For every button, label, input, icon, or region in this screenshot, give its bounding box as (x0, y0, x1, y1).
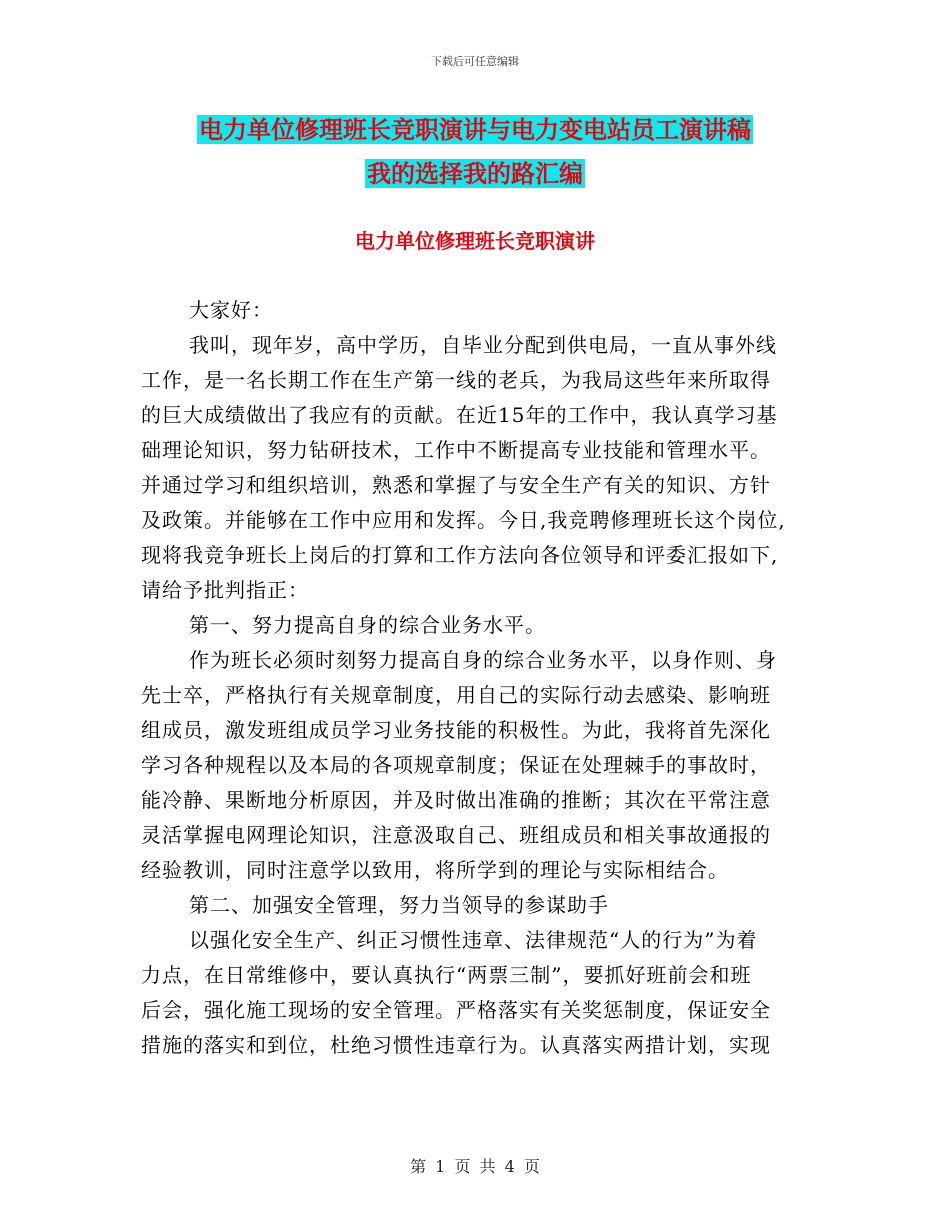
body-line: 学习各种规程以及本局的各项规章制度；保证在处理棘手的事故时， (141, 753, 771, 777)
body-line: 措施的落实和到位，杜绝习惯性违章行为。认真落实两措计划，实现 (141, 1033, 771, 1057)
body-line: 及政策。并能够在工作中应用和发挥。今日,我竞聘修理班长这个岗位, (141, 508, 786, 532)
document-title-line-1 (0, 112, 950, 148)
body-line: 现将我竞争班长上岗后的打算和工作方法向各位领导和评委汇报如下, (141, 543, 779, 567)
title-highlight-2: 我的选择我的路汇编 (367, 159, 583, 188)
body-line: 并通过学习和组织培训，熟悉和掌握了与安全生产有关的知识、方针 (141, 473, 771, 497)
body-line: 先士卒，严格执行有关规章制度，用自己的实际行动去感染、影响班 (141, 683, 771, 707)
body-line: 工作，是一名长期工作在生产第一线的老兵，为我局这些年来所取得 (141, 368, 771, 392)
body-line: 第二、加强安全管理，努力当领导的参谋助手 (189, 893, 609, 917)
header-note: 下载后可任意编辑 (431, 55, 519, 68)
section-title: 电力单位修理班长竞职演讲 (355, 229, 595, 253)
body-line: 力点，在日常维修中，要认真执行“两票三制”，要抓好班前会和班 (141, 963, 752, 987)
page-footer: 第 1 页 共 4 页 (410, 1157, 540, 1176)
document-title-line-2 (0, 156, 950, 192)
body-line: 以强化安全生产、纠正习惯性违章、法律规范“人的行为”为着 (189, 928, 758, 952)
body-line: 作为班长必须时刻努力提高自身的综合业务水平，以身作则、身 (189, 648, 777, 672)
body-line: 我叫，现年岁，高中学历，自毕业分配到供电局，一直从事外线 (189, 333, 777, 357)
body-line: 的巨大成绩做出了我应有的贡献。在近15年的工作中，我认真学习基 (141, 403, 778, 427)
body-line: 后会，强化施工现场的安全管理。严格落实有关奖惩制度，保证安全 (141, 998, 771, 1022)
body-line: 大家好： (189, 298, 273, 322)
body-line: 请给予批判指正： (141, 578, 309, 602)
body-line: 组成员，激发班组成员学习业务技能的积极性。为此，我将首先深化 (141, 718, 771, 742)
body-line: 础理论知识，努力钻研技术，工作中不断提高专业技能和管理水平。 (141, 438, 771, 462)
body-line: 经验教训，同时注意学以致用，将所学到的理论与实际相结合。 (141, 858, 729, 882)
body-line: 第一、努力提高自身的综合业务水平。 (189, 613, 546, 637)
title-highlight-1: 电力单位修理班长竞职演讲与电力变电站员工演讲稿 (199, 115, 751, 144)
body-line: 能冷静、果断地分析原因，并及时做出准确的推断；其次在平常注意 (141, 788, 771, 812)
body-text (141, 293, 813, 1063)
body-line: 灵活掌握电网理论知识，注意汲取自己、班组成员和相关事故通报的 (141, 823, 771, 847)
